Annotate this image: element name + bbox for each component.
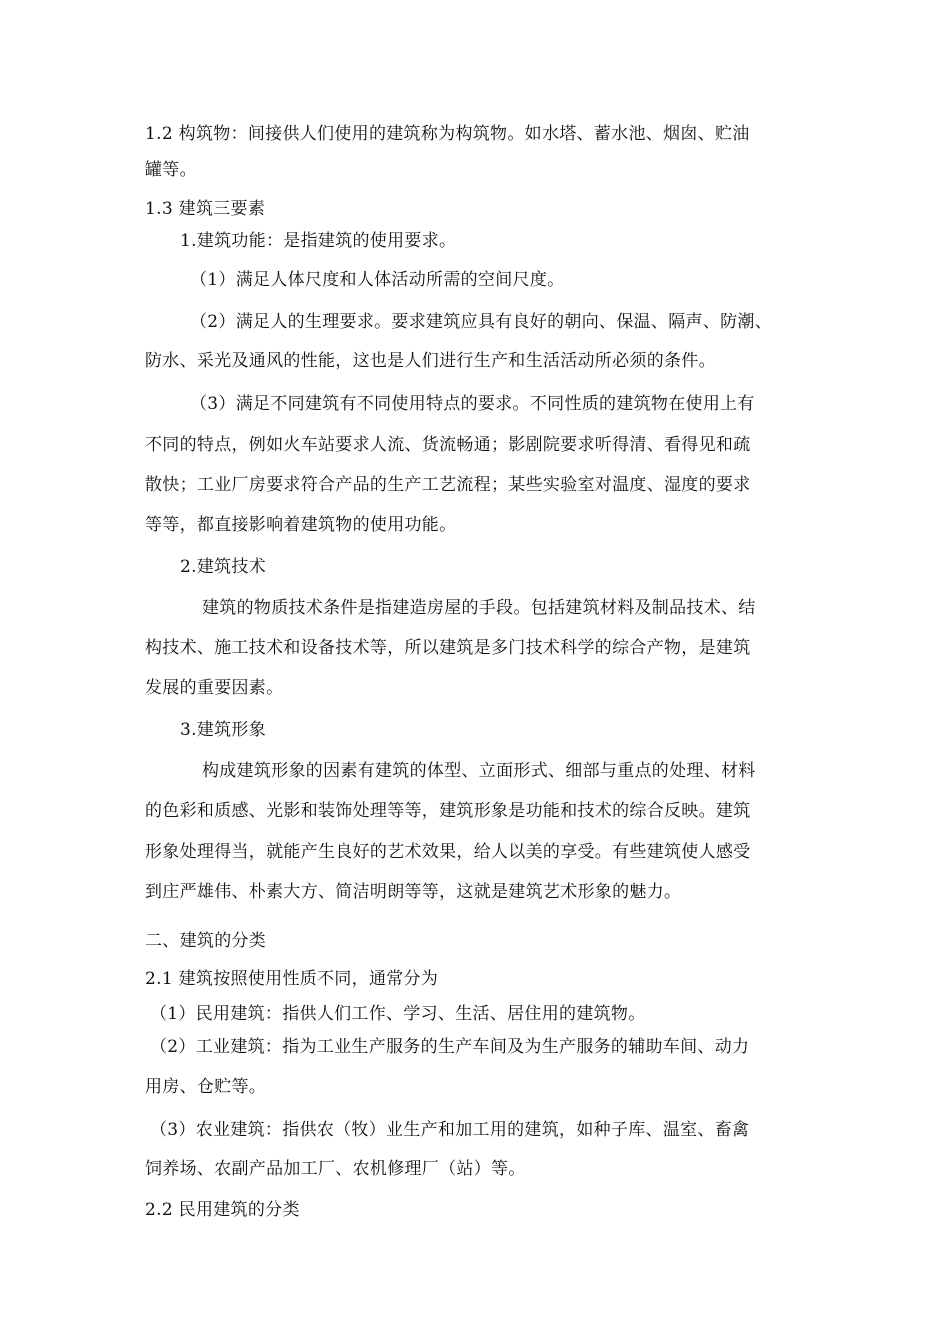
subsection-heading: 3.建筑形象 (180, 720, 267, 740)
text-line: 罐等。 (145, 160, 197, 180)
text-line: 构成建筑形象的因素有建筑的体型、立面形式、细部与重点的处理、材料 (202, 761, 756, 781)
text-line: 到庄严雄伟、朴素大方、简洁明朗等等，这就是建筑艺术形象的魅力。 (145, 882, 682, 902)
list-item: （2）工业建筑：指为工业生产服务的生产车间及为生产服务的辅助车间、动力 (150, 1037, 750, 1057)
text-line: 不同的特点，例如火车站要求人流、货流畅通；影剧院要求听得清、看得见和疏 (145, 435, 751, 455)
text-line: 发展的重要因素。 (145, 678, 284, 698)
text-line: 构技术、施工技术和设备技术等，所以建筑是多门技术科学的综合产物，是建筑 (145, 638, 751, 658)
list-item: （3）农业建筑：指供农（牧）业生产和加工用的建筑，如种子库、温室、畜禽 (150, 1120, 750, 1140)
list-item: （2）满足人的生理要求。要求建筑应具有良好的朝向、保温、隔声、防潮、 (190, 312, 773, 332)
text-line: 饲养场、农副产品加工厂、农机修理厂（站）等。 (145, 1159, 526, 1179)
subsection-heading: 2.建筑技术 (180, 557, 267, 577)
text-line: 散快；工业厂房要求符合产品的生产工艺流程；某些实验室对温度、湿度的要求 (145, 475, 751, 495)
text-line: 防水、采光及通风的性能，这也是人们进行生产和生活活动所必须的条件。 (145, 351, 716, 371)
list-item: （3）满足不同建筑有不同使用特点的要求。不同性质的建筑物在使用上有 (190, 394, 755, 414)
text-line: 的色彩和质感、光影和装饰处理等等，建筑形象是功能和技术的综合反映。建筑 (145, 801, 751, 821)
text-line: 等等，都直接影响着建筑物的使用功能。 (145, 515, 457, 535)
text-line: 1.2 构筑物：间接供人们使用的建筑称为构筑物。如水塔、蓄水池、烟囱、贮油 (145, 124, 750, 144)
section-heading: 二、建筑的分类 (145, 931, 267, 951)
list-item: （1）民用建筑：指供人们工作、学习、生活、居住用的建筑物。 (150, 1004, 646, 1024)
subsection-heading: 1.建筑功能：是指建筑的使用要求。 (180, 231, 457, 251)
text-line: 形象处理得当，就能产生良好的艺术效果，给人以美的享受。有些建筑使人感受 (145, 842, 751, 862)
list-item: （1）满足人体尺度和人体活动所需的空间尺度。 (190, 270, 565, 290)
section-heading: 1.3 建筑三要素 (145, 199, 266, 219)
text-line: 用房、仓贮等。 (145, 1077, 267, 1097)
section-heading: 2.2 民用建筑的分类 (145, 1200, 300, 1220)
text-line: 建筑的物质技术条件是指建造房屋的手段。包括建筑材料及制品技术、结 (202, 598, 756, 618)
section-heading: 2.1 建筑按照使用性质不同，通常分为 (145, 969, 439, 989)
